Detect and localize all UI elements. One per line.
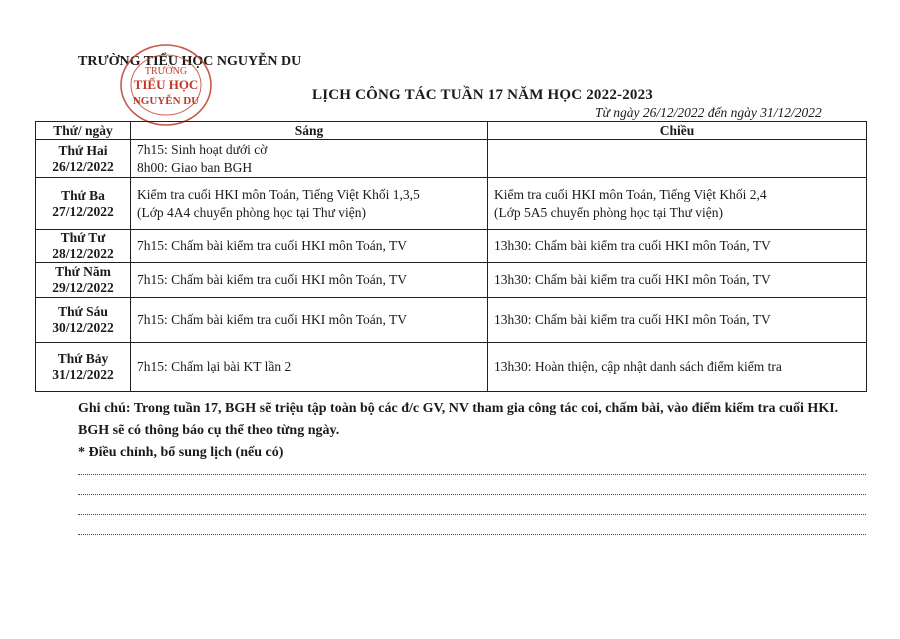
morning-line: (Lớp 4A4 chuyển phòng học tại Thư viện) — [137, 204, 367, 220]
morning-line: 7h15: Chấm lại bài KT lần 2 — [137, 359, 292, 374]
day-cell — [36, 263, 131, 298]
day-cell — [36, 343, 131, 392]
table-row — [36, 178, 867, 230]
morning-line: 7h15: Chấm bài kiểm tra cuối HKI môn Toán, TV — [137, 272, 408, 287]
morning-cell — [131, 298, 488, 343]
afternoon-line: (Lớp 5A5 chuyển phòng học tại Thư viện) — [494, 204, 724, 220]
day-date: 31/12/2022 — [52, 367, 114, 382]
dotted-line — [78, 534, 866, 535]
schedule-table — [35, 121, 867, 392]
seal-line-bottom: NGUYỄN DU — [132, 95, 200, 107]
afternoon-cell — [488, 178, 867, 230]
seal-line-mid: TIỂU HỌC — [133, 77, 199, 92]
morning-line: 7h15: Chấm bài kiểm tra cuối HKI môn Toán, TV — [137, 312, 408, 327]
morning-cell — [131, 343, 488, 392]
day-name: Thứ Bảy — [57, 351, 109, 366]
morning-cell — [131, 140, 488, 178]
morning-cell — [131, 263, 488, 298]
morning-line: Kiểm tra cuối HKI môn Toán, Tiếng Việt Khối 1,3,5 — [137, 186, 420, 202]
afternoon-line: 13h30: Chấm bài kiểm tra cuối HKI môn Toán, TV — [494, 272, 771, 287]
day-cell — [36, 178, 131, 230]
afternoon-line: 13h30: Chấm bài kiểm tra cuối HKI môn Toán, TV — [494, 312, 771, 327]
day-name: Thứ Hai — [58, 142, 108, 158]
morning-line: 8h00: Giao ban BGH — [137, 159, 253, 175]
afternoon-cell — [488, 298, 867, 343]
morning-line: 7h15: Sinh hoạt dưới cờ — [137, 141, 268, 157]
day-cell — [36, 230, 131, 263]
header-afternoon: Chiều — [488, 122, 867, 140]
day-date: 29/12/2022 — [52, 280, 114, 295]
header-day: Thứ/ ngày — [36, 122, 131, 140]
header-morning: Sáng — [131, 122, 488, 140]
day-date: 28/12/2022 — [52, 246, 114, 261]
day-cell — [36, 298, 131, 343]
morning-cell — [131, 178, 488, 230]
day-name: Thứ Ba — [61, 187, 105, 203]
dotted-line — [78, 494, 866, 495]
notes-section — [78, 398, 868, 464]
dotted-line — [78, 474, 866, 475]
table-header-row — [36, 122, 867, 140]
day-name: Thứ Tư — [60, 230, 106, 245]
morning-line: 7h15: Chấm bài kiểm tra cuối HKI môn Toán, TV — [137, 238, 408, 253]
date-range: Từ ngày 26/12/2022 đến ngày 31/12/2022 — [595, 105, 822, 120]
afternoon-cell — [488, 343, 867, 392]
table-row — [36, 140, 867, 178]
table-row — [36, 343, 867, 392]
table-row — [36, 298, 867, 343]
day-name: Thứ Sáu — [58, 304, 108, 319]
adjust-heading: * Điều chỉnh, bổ sung lịch (nếu có) — [78, 445, 284, 460]
afternoon-line: Kiểm tra cuối HKI môn Toán, Tiếng Việt Khối 2,4 — [494, 186, 767, 202]
document-title: LỊCH CÔNG TÁC TUẦN 17 NĂM HỌC 2022-2023 — [312, 87, 654, 103]
seal-line-top: TRƯỜNG — [144, 66, 188, 77]
day-date: 30/12/2022 — [52, 320, 114, 335]
afternoon-line: 13h30: Hoàn thiện, cập nhật danh sách điểm kiểm tra — [494, 359, 782, 374]
afternoon-cell — [488, 263, 867, 298]
school-name: TRƯỜNG TIỂU HỌC NGUYỄN DU — [78, 54, 302, 69]
table-row — [36, 230, 867, 263]
day-cell — [36, 140, 131, 178]
day-name: Thứ Năm — [55, 264, 111, 279]
day-date: 27/12/2022 — [52, 203, 114, 219]
table-row — [36, 263, 867, 298]
afternoon-cell — [488, 140, 867, 178]
morning-cell — [131, 230, 488, 263]
dotted-line — [78, 514, 866, 515]
afternoon-line: 13h30: Chấm bài kiểm tra cuối HKI môn Toán, TV — [494, 238, 771, 253]
day-date: 26/12/2022 — [52, 158, 114, 174]
afternoon-cell — [488, 230, 867, 263]
notes-text: Ghi chú: Trong tuần 17, BGH sẽ triệu tập toàn bộ các đ/c GV, NV tham gia công tác coi, chấm bài, vào điểm kiểm tra cuối HKI. BGH sẽ có thông báo cụ thể theo từng ngày. — [78, 401, 839, 438]
school-seal — [118, 42, 214, 128]
